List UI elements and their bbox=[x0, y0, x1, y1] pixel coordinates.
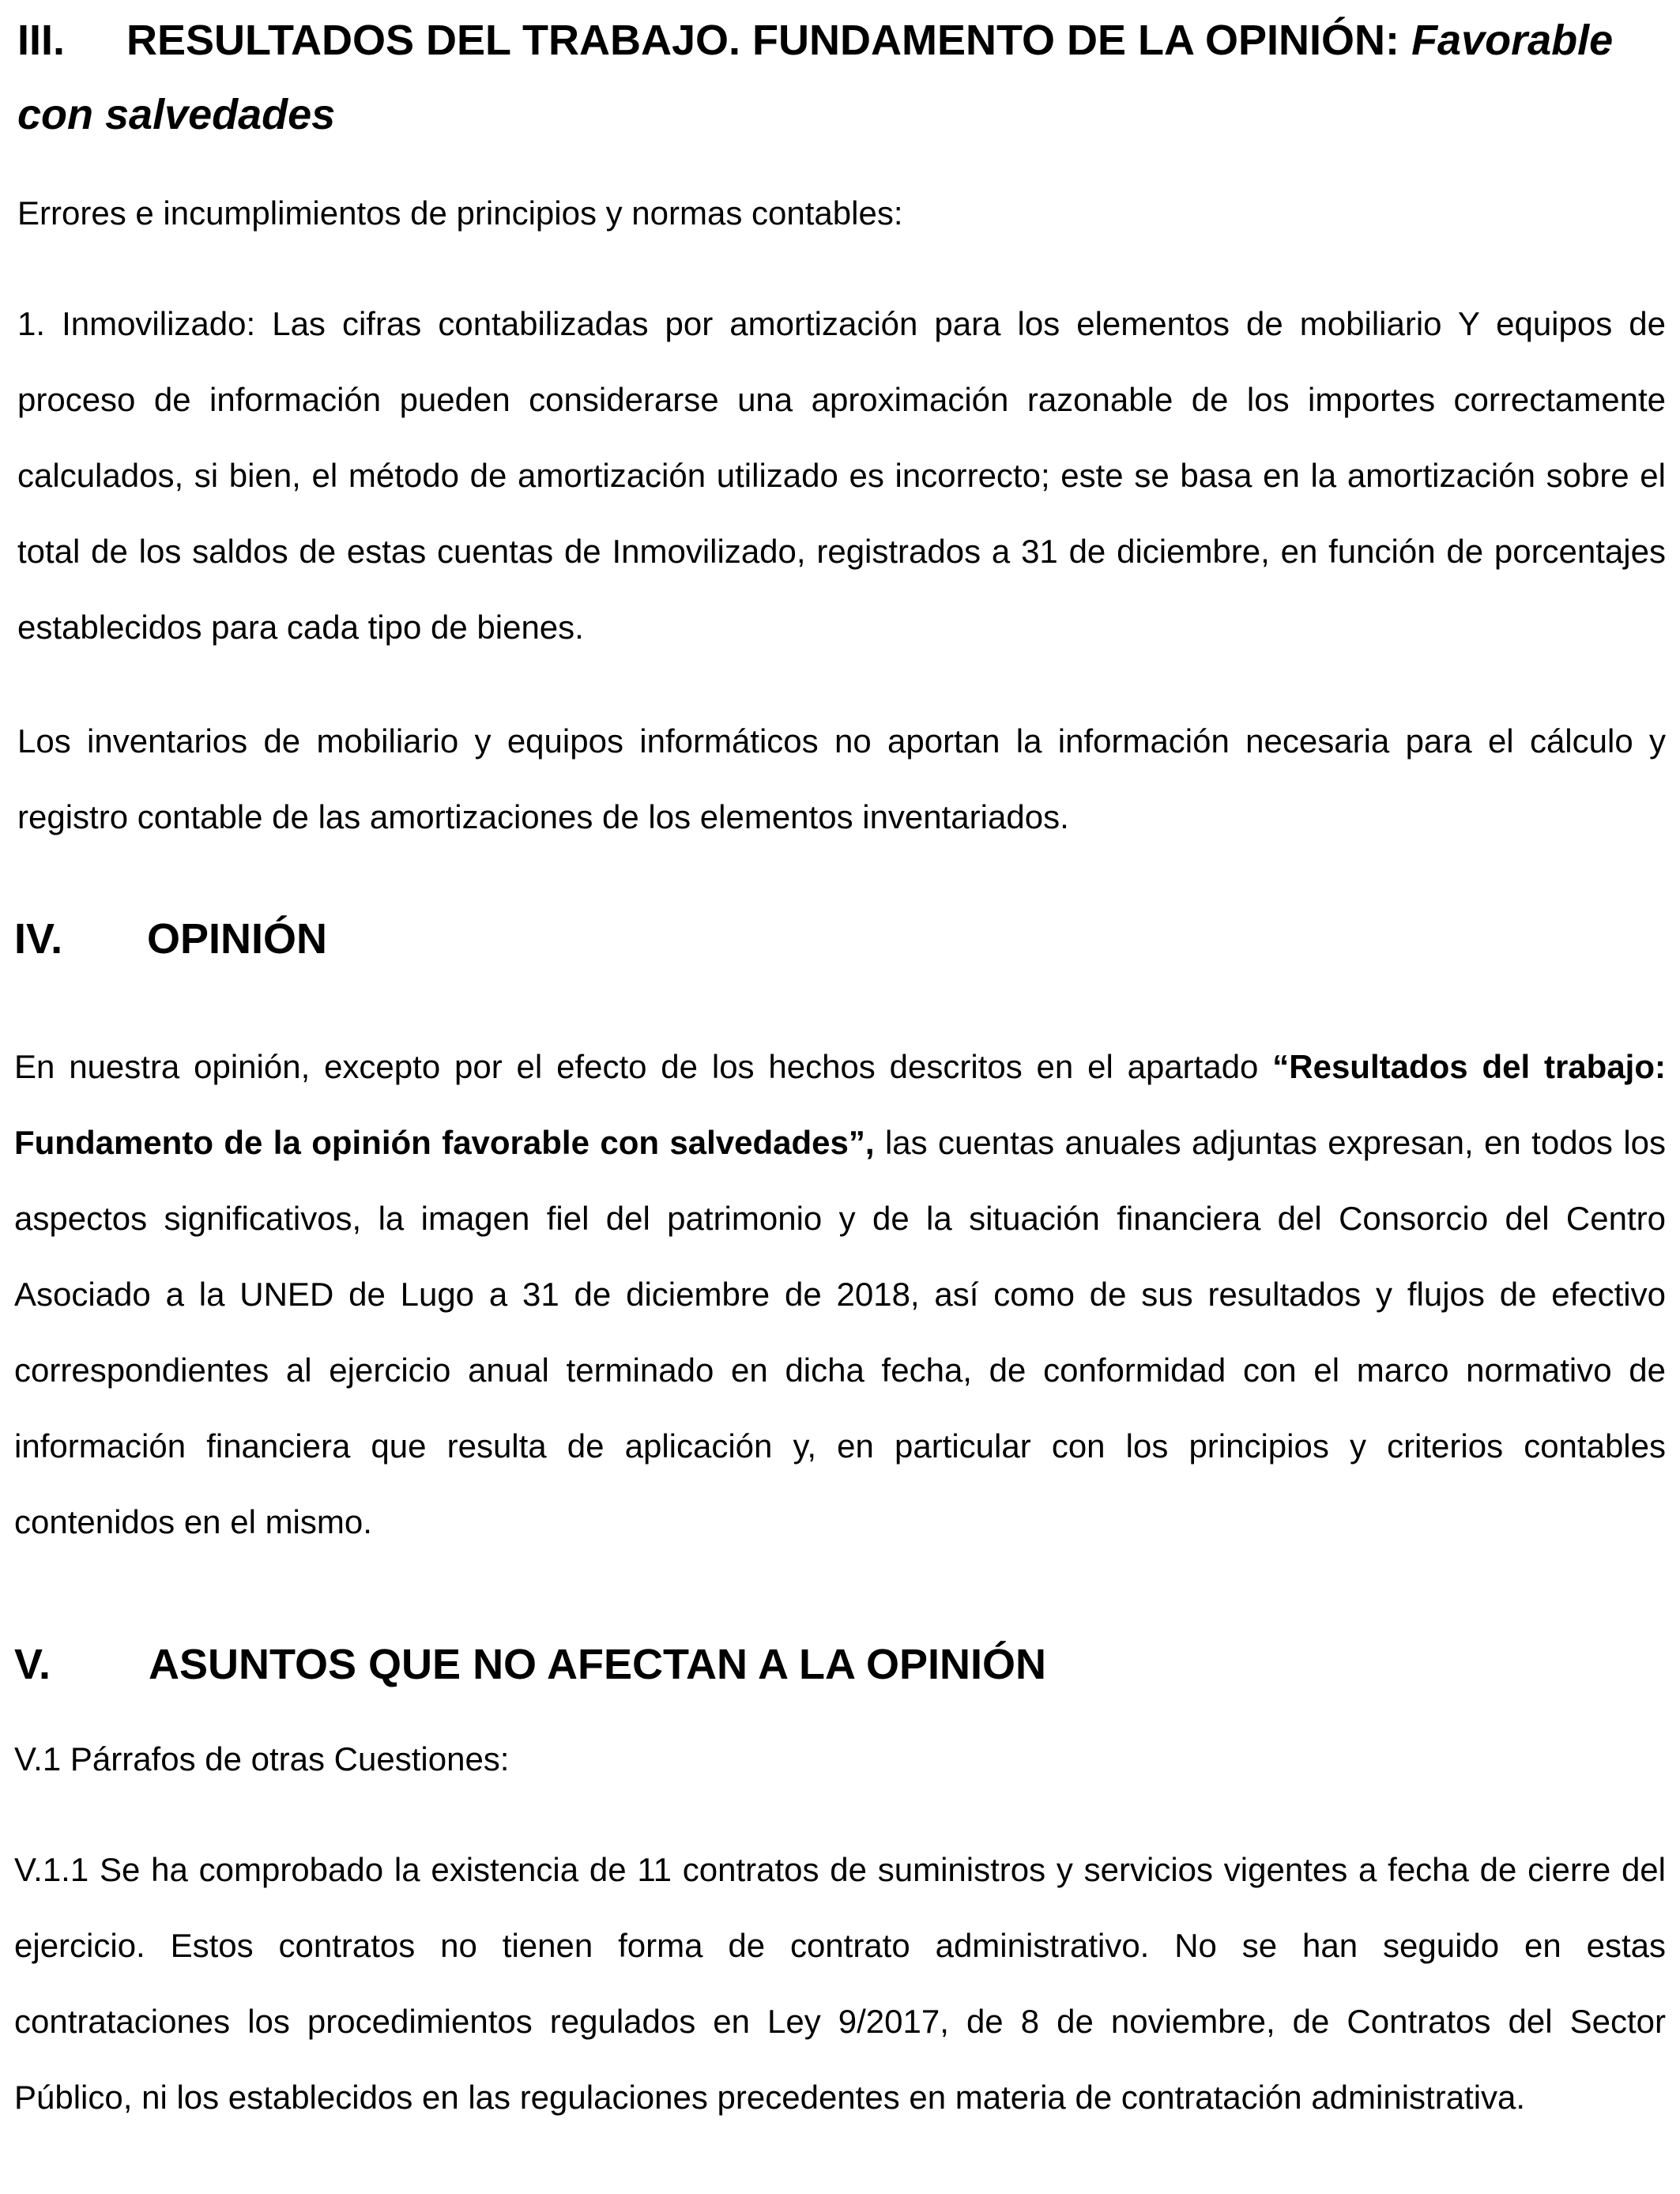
section-v-number: V. bbox=[14, 1641, 51, 1688]
section-iv-paragraph bbox=[14, 1029, 1666, 1560]
opinion-text-end: las cuentas anuales adjuntas expresan, en todos los aspectos significativos, la imagen fiel del patrimonio y de la situación financiera del Consorcio del Centro Asociado a la UNED de Lugo a 31 de diciembre de 2018, así como de sus resultados y flujos de efectivo correspondientes al ejercicio anual terminado en dicha fecha, de conformidad con el marco normativo de información financiera que resulta de aplicación y, en particular con los principios y criterios contables contenidos en el mismo. bbox=[14, 1124, 1667, 1540]
opinion-text-start: En nuestra opinión, excepto por el efecto de los hechos descritos en el apartado bbox=[14, 1048, 1273, 1085]
section-iv-number: IV. bbox=[14, 915, 63, 963]
section-iii-heading bbox=[17, 3, 1669, 152]
section-v-paragraph-1: V.1.1 Se ha comprobado la existencia de 11 contratos de suministros y servicios vigentes a fecha de cierre del ejercicio. Estos contratos no tienen forma de contrato administrativo. No se han seguido en estas contrataciones los procedimientos regulados en Ley 9/2017, de 8 de noviembre, de Contratos del Sector Público, ni los establecidos en las regulaciones precedentes en materia de contratación administrativa. bbox=[14, 1851, 1666, 2116]
opinion-text-bold-reference: “Resultados del trabajo: Fundamento de la opinión favorable con salvedades”, bbox=[14, 1048, 1666, 1161]
section-v-heading bbox=[14, 1627, 1046, 1702]
section-iv-heading bbox=[14, 901, 327, 977]
section-v-subheading: V.1 Párrafos de otras Cuestiones: bbox=[14, 1740, 510, 1777]
section-iii-intro: Errores e incumplimientos de principios y normas contables: bbox=[17, 194, 903, 232]
section-v-title: ASUNTOS QUE NO AFECTAN A LA OPINIÓN bbox=[149, 1641, 1047, 1688]
section-iv-title: OPINIÓN bbox=[147, 915, 328, 963]
section-iii-paragraph-1: 1. Inmovilizado: Las cifras contabilizadas por amortización para los elementos de mobiliario Y equipos de proceso de información pueden considerarse una aproximación razonable de los importes correctamente calculados, si bien, el método de amortización utilizado es incorrecto; este se basa en la amortización sobre el total de los saldos de estas cuentas de Inmovilizado, registrados a 31 de diciembre, en función de porcentajes establecidos para cada tipo de bienes. bbox=[17, 305, 1666, 646]
section-iii-title-italic: Favorable con salvedades bbox=[17, 17, 1614, 138]
section-iii-paragraph-2: Los inventarios de mobiliario y equipos informáticos no aportan la información necesaria para el cálculo y registro contable de las amortizaciones de los elementos inventariados. bbox=[17, 722, 1666, 835]
section-iii-title: RESULTADOS DEL TRABAJO. FUNDAMENTO DE LA OPINIÓN: bbox=[126, 17, 1400, 64]
section-iii-number: III. bbox=[17, 17, 66, 64]
